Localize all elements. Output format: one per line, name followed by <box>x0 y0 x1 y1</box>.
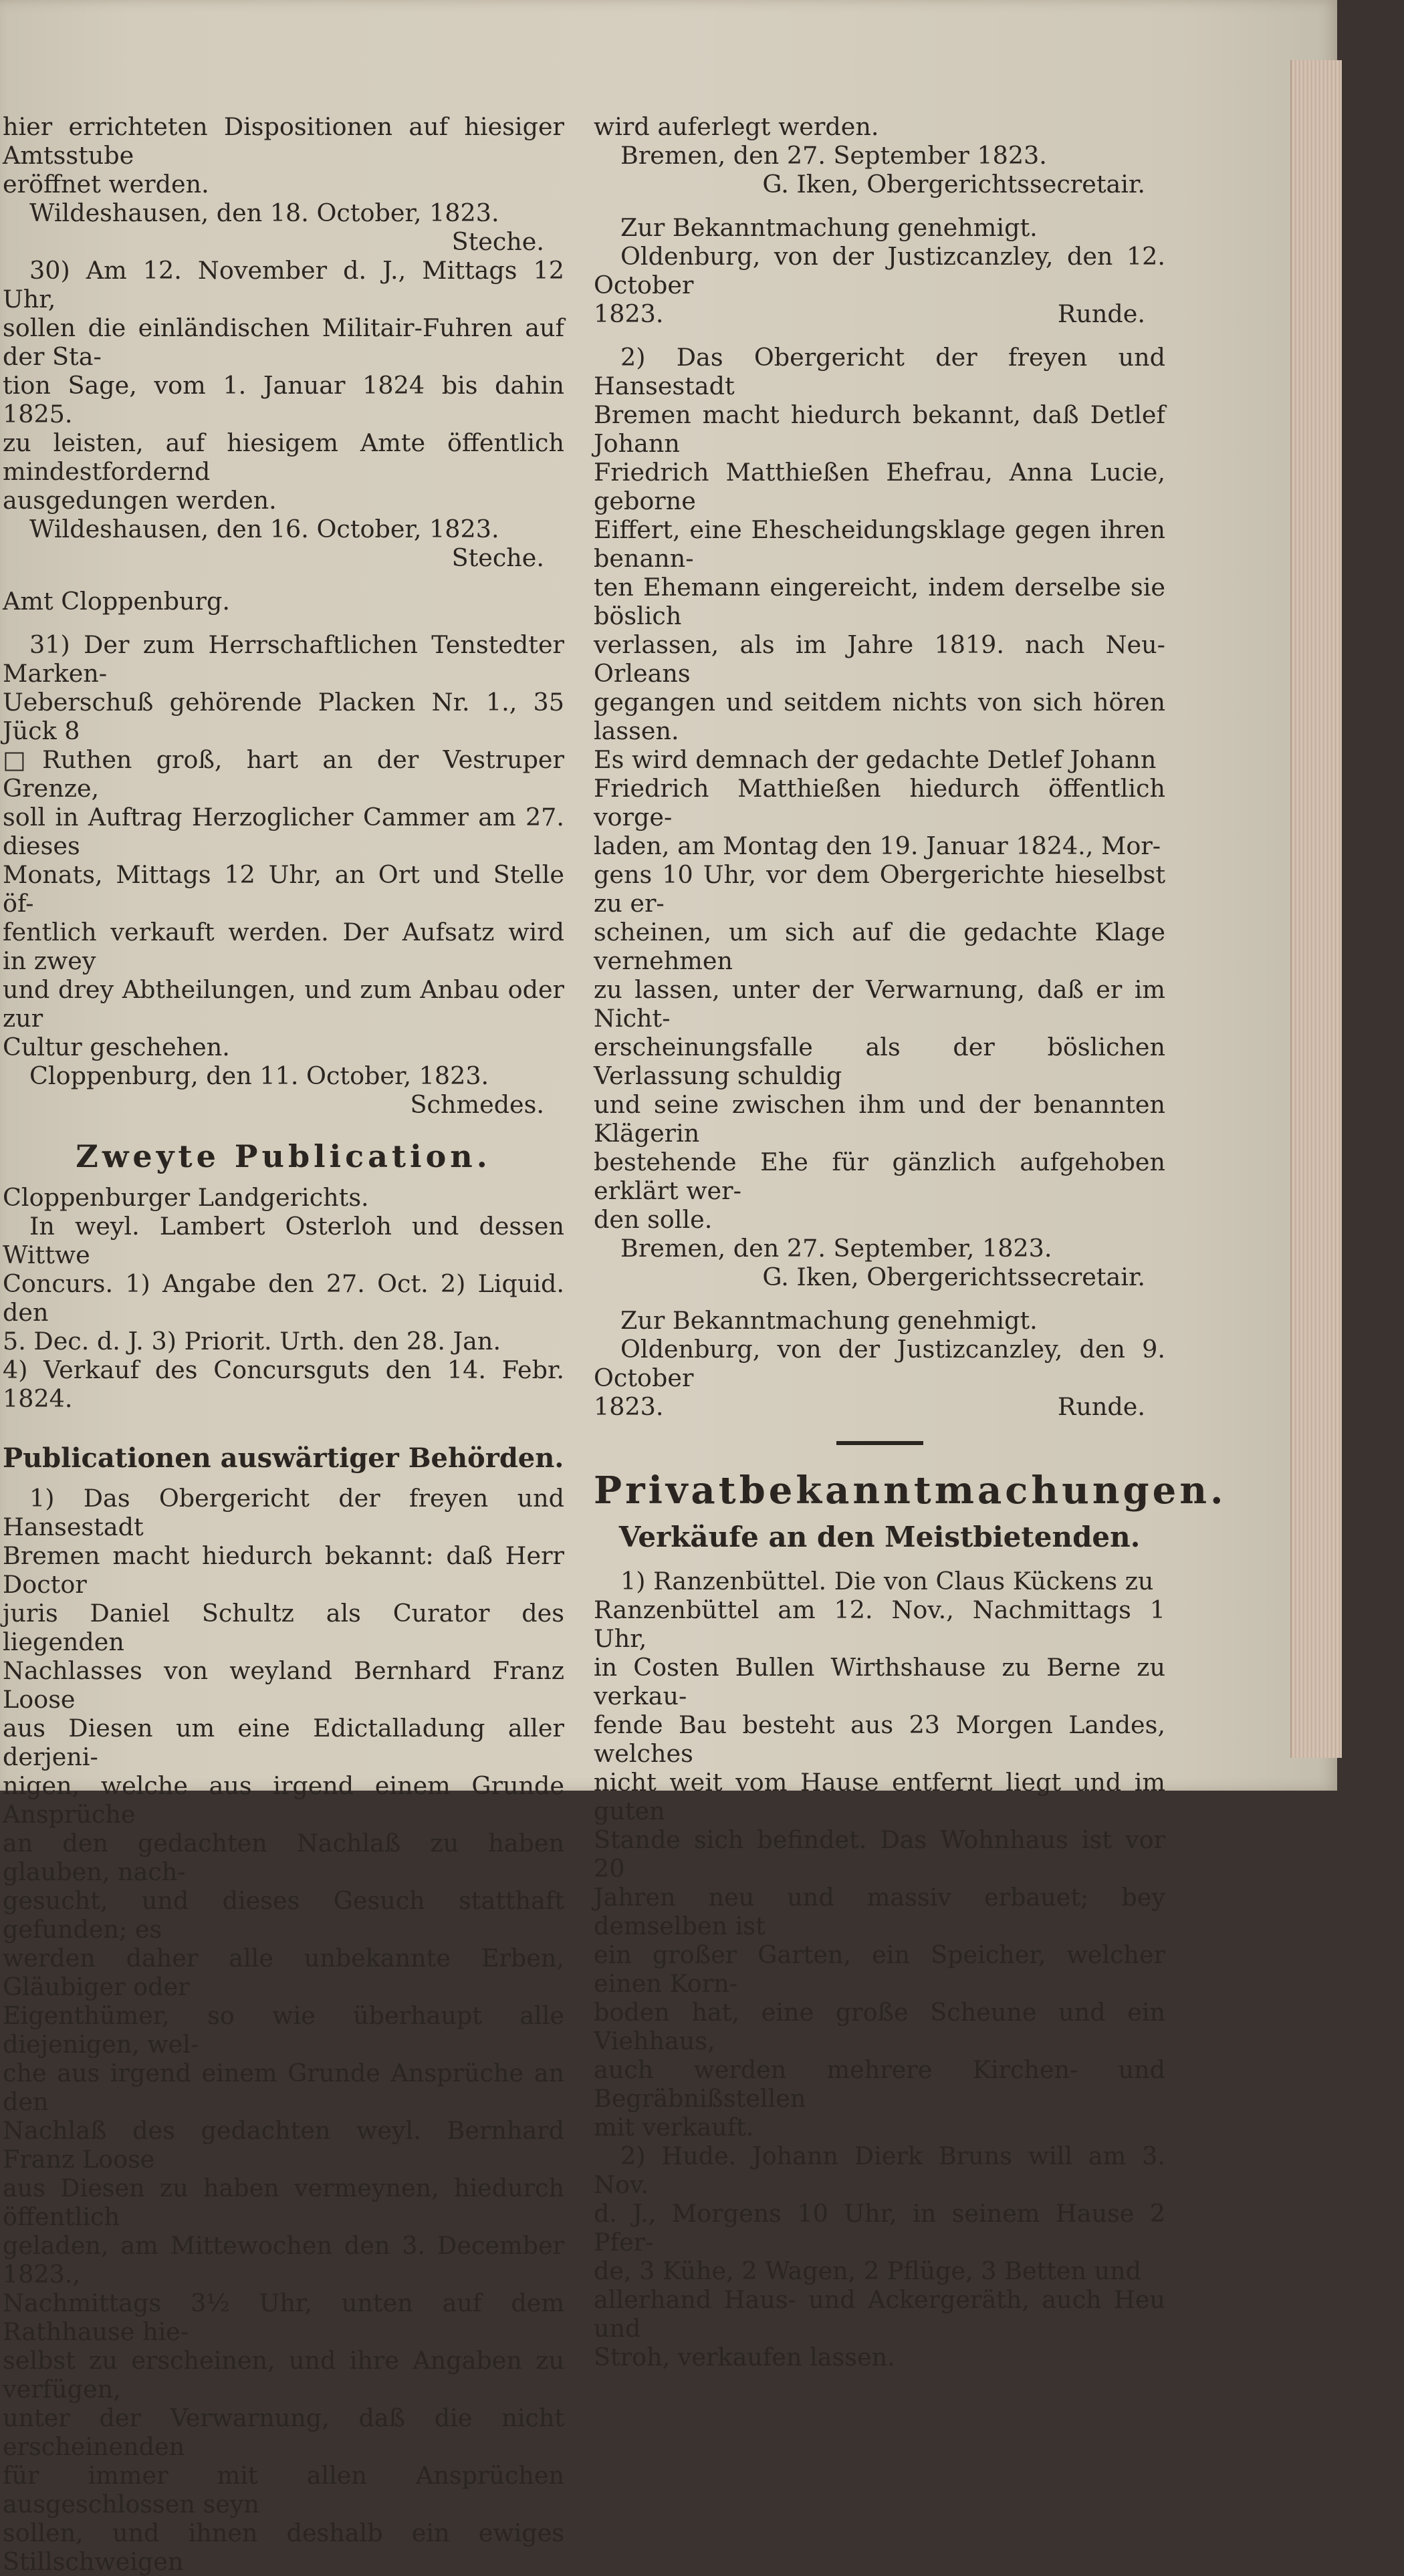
section-heading: Amt Cloppenburg. <box>3 587 230 616</box>
heading-zweyte-publication: Zweyte Publication. <box>76 1138 491 1174</box>
text-line: 2) Hude. Johann Dierk Bruns will am 3. Nov. <box>594 2142 1165 2199</box>
text-line: 31) Der zum Herrschaftlichen Tenstedter Marken- <box>3 630 564 688</box>
text-line: allerhand Haus- und Ackergeräth, auch Heu und <box>594 2285 1165 2343</box>
right-column <box>594 112 1227 2371</box>
signature: Steche. <box>451 227 544 256</box>
text-line: in Costen Bullen Wirthshause zu Berne zu verkau- <box>594 1653 1165 1710</box>
page-edge <box>1290 60 1342 1758</box>
signature: Steche. <box>451 543 544 572</box>
text-line: Stroh, verkaufen lassen. <box>594 2343 895 2371</box>
text-line: Monats, Mittags 12 Uhr, an Ort und Stelle öf- <box>3 860 564 918</box>
text-line: Ueberschuß gehörende Placken Nr. 1., 35 Jück 8 <box>3 688 564 745</box>
text-line: Bremen macht hiedurch bekannt, daß Detlef Johann <box>594 400 1165 458</box>
signature: Runde. <box>1057 299 1145 328</box>
text-line: gens 10 Uhr, vor dem Obergerichte hieselbst zu er- <box>594 860 1165 918</box>
text-line: aus Diesen um eine Edictalladung aller derjeni- <box>3 1714 564 1771</box>
text-line: 1) Das Obergericht der freyen und Hansestadt <box>3 1484 564 1541</box>
heading-publicationen: Publicationen auswärtiger Behörden. <box>3 1442 564 1474</box>
text-line: de, 3 Kühe, 2 Wagen, 2 Pflüge, 3 Betten und <box>594 2257 1141 2285</box>
text-line: che aus irgend einem Grunde Ansprüche an den <box>3 2059 564 2116</box>
text-line: boden hat, eine große Scheune und ein Viehhaus, <box>594 1998 1165 2055</box>
text-line: Concurs. 1) Angabe den 27. Oct. 2) Liquid. den <box>3 1269 564 1327</box>
text-line: Bremen, den 27. September 1823. <box>620 141 1047 170</box>
text-line: wird auferlegt werden. <box>594 112 879 141</box>
text-line: auch werden mehrere Kirchen- und Begräbnißstellen <box>594 2055 1165 2113</box>
section-heading: Cloppenburger Landgerichts. <box>3 1183 369 1212</box>
text-line: geladen, am Mittewochen den 3. December 1823., <box>3 2231 564 2289</box>
text-line: Oldenburg, von der Justizcanzley, den 9. October <box>594 1335 1165 1392</box>
text-line: und seine zwischen ihm und der benannten Klägerin <box>594 1090 1165 1148</box>
text-line: zu leisten, auf hiesigem Amte öffentlich mindestfordernd <box>3 428 564 486</box>
text-line: gegangen und seitdem nichts von sich hören lassen. <box>594 688 1165 745</box>
text-line: ten Ehemann eingereicht, indem derselbe sie böslich <box>594 573 1165 630</box>
text-line: Friedrich Matthießen hiedurch öffentlich vorge- <box>594 774 1165 831</box>
text-line: Es wird demnach der gedachte Detlef Johann <box>594 745 1157 774</box>
text-line: tion Sage, vom 1. Januar 1824 bis dahin 1825. <box>3 371 564 428</box>
text-line: Eiffert, eine Ehescheidungsklage gegen ihren benann- <box>594 515 1165 573</box>
text-line: laden, am Montag den 19. Januar 1824., Mor- <box>594 831 1161 860</box>
text-line: und drey Abtheilungen, und zum Anbau oder zur <box>3 975 564 1033</box>
date-signature-row <box>594 299 1165 328</box>
text-line: 4) Verkauf des Concursguts den 14. Febr. 1824. <box>3 1356 564 1413</box>
text-line: bestehende Ehe für gänzlich aufgehoben erklärt wer- <box>594 1148 1165 1205</box>
text-line: Zur Bekanntmachung genehmigt. <box>620 213 1038 242</box>
heading-verkaeufe: Verkäufe an den Meistbietenden. <box>618 1521 1141 1553</box>
signature: G. Iken, Obergerichtssecretair. <box>762 1263 1145 1291</box>
text-line: nigen, welche aus irgend einem Grunde Ansprüche <box>3 1771 564 1829</box>
text-line: In weyl. Lambert Osterloh und dessen Wittwe <box>3 1212 564 1269</box>
text-line: Eigenthümer, so wie überhaupt alle diejenigen, wel- <box>3 2001 564 2059</box>
text-line: Wildeshausen, den 18. October, 1823. <box>29 199 499 227</box>
text-line: Stande sich befindet. Das Wohnhaus ist vor 20 <box>594 1825 1165 1883</box>
text-line: 30) Am 12. November d. J., Mittags 12 Uhr, <box>3 256 564 313</box>
text-line: Ranzenbüttel am 12. Nov., Nachmittags 1 Uhr, <box>594 1595 1165 1653</box>
text-line: Nachmittags 3½ Uhr, unten auf dem Rathhause hie- <box>3 2289 564 2346</box>
text-line: d. J., Morgens 10 Uhr, in seinem Hause 2 Pfer- <box>594 2199 1165 2257</box>
text-line: Nachlasses von weyland Bernhard Franz Loose <box>3 1656 564 1714</box>
year: 1823. <box>594 299 664 328</box>
signature: Schmedes. <box>410 1090 544 1119</box>
text-line: fentlich verkauft werden. Der Aufsatz wird in zwey <box>3 918 564 975</box>
year: 1823. <box>594 1392 664 1421</box>
heading-privatbekanntmachungen: Privatbekanntmachungen. <box>594 1468 1227 1513</box>
text-line: Bremen, den 27. September, 1823. <box>620 1234 1052 1263</box>
text-line: an den gedachten Nachlaß zu haben glauben, nach- <box>3 1829 564 1886</box>
text-line: soll in Auftrag Herzoglicher Cammer am 27. dieses <box>3 803 564 860</box>
text-line: sollen die einländischen Militair-Fuhren auf der Sta- <box>3 313 564 371</box>
text-line: verlassen, als im Jahre 1819. nach Neu-Orleans <box>594 630 1165 688</box>
text-line: gesucht, und dieses Gesuch statthaft gefunden; es <box>3 1886 564 1944</box>
text-line: Oldenburg, von der Justizcanzley, den 12. October <box>594 242 1165 299</box>
text-line: Nachlaß des gedachten weyl. Bernhard Franz Loose <box>3 2116 564 2174</box>
text-line: sollen, und ihnen deshalb ein ewiges Stillschweigen <box>3 2519 564 2576</box>
text-line: 5. Dec. d. J. 3) Priorit. Urth. den 28. Jan. <box>3 1327 501 1356</box>
text-line: selbst zu erscheinen, und ihre Angaben zu verfügen, <box>3 2346 564 2404</box>
signature: G. Iken, Obergerichtssecretair. <box>762 170 1145 199</box>
text-line: juris Daniel Schultz als Curator des liegenden <box>3 1599 564 1656</box>
text-line: für immer mit allen Ansprüchen ausgeschlossen seyn <box>3 2461 564 2519</box>
text-line: mit verkauft. <box>594 2113 754 2142</box>
left-column <box>3 112 564 2576</box>
text-line: Zur Bekanntmachung genehmigt. <box>620 1306 1038 1335</box>
text-line: 1) Ranzenbüttel. Die von Claus Kückens zu <box>620 1567 1154 1595</box>
text-line: nicht weit vom Hause entfernt liegt und im guten <box>594 1768 1165 1825</box>
text-line: ein großer Garten, ein Speicher, welcher einen Korn- <box>594 1940 1165 1998</box>
text-line: Wildeshausen, den 16. October, 1823. <box>29 515 499 543</box>
text-line: den solle. <box>594 1205 713 1234</box>
section-divider <box>836 1441 923 1445</box>
signature: Runde. <box>1057 1392 1145 1421</box>
text-line: Bremen macht hiedurch bekannt: daß Herr Doctor <box>3 1541 564 1599</box>
text-line: □Ruthen groß, hart an der Vestruper Grenze, <box>3 745 564 803</box>
text-line: Friedrich Matthießen Ehefrau, Anna Lucie, geborne <box>594 458 1165 515</box>
text-line: erscheinungsfalle als der böslichen Verlassung schuldig <box>594 1033 1165 1090</box>
text-line: eröffnet werden. <box>3 170 209 199</box>
text-line: hier errichteten Dispositionen auf hiesiger Amtsstube <box>3 112 564 170</box>
text-line: ausgedungen werden. <box>3 486 277 515</box>
text-line: aus Diesen zu haben vermeynen, hiedurch öffentlich <box>3 2174 564 2231</box>
text-line: zu lassen, unter der Verwarnung, daß er im Nicht- <box>594 975 1165 1033</box>
text-line: 2) Das Obergericht der freyen und Hansestadt <box>594 343 1165 400</box>
text-line: Jahren neu und massiv erbauet; bey demselben ist <box>594 1883 1165 1940</box>
text-line: unter der Verwarnung, daß die nicht erscheinenden <box>3 2404 564 2461</box>
text-line: werden daher alle unbekannte Erben, Gläubiger oder <box>3 1944 564 2001</box>
text-line: scheinen, um sich auf die gedachte Klage vernehmen <box>594 918 1165 975</box>
date-signature-row <box>594 1392 1165 1421</box>
text-line: fende Bau besteht aus 23 Morgen Landes, welches <box>594 1710 1165 1768</box>
text-line: Cloppenburg, den 11. October, 1823. <box>29 1061 489 1090</box>
text-line: Cultur geschehen. <box>3 1033 230 1061</box>
